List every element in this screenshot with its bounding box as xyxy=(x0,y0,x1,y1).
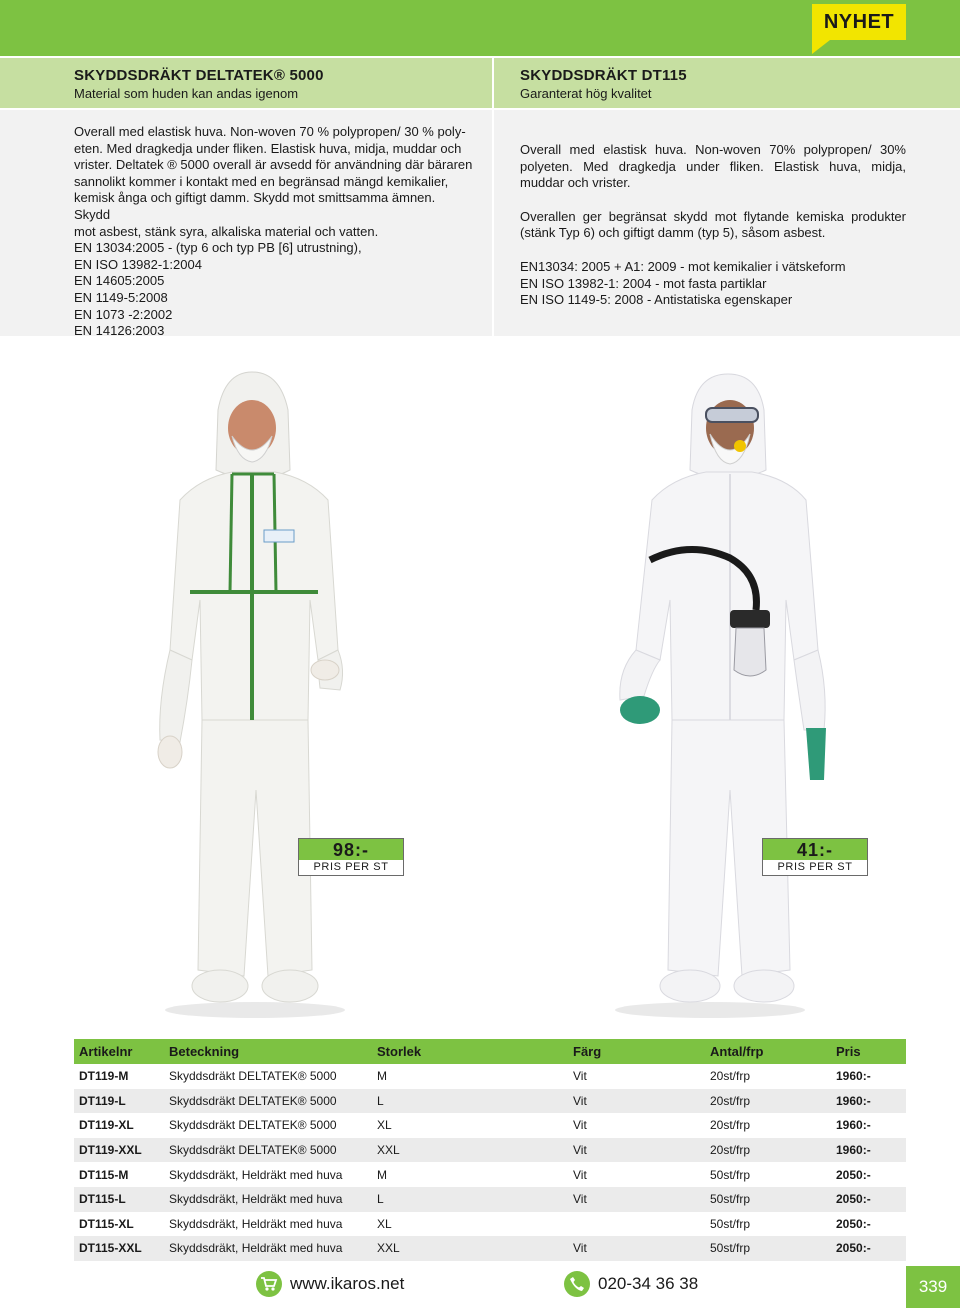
cell-pris: 1960:- xyxy=(836,1069,871,1084)
cell-storlek: XL xyxy=(377,1118,392,1133)
cell-beteckning: Skyddsdräkt, Heldräkt med huva xyxy=(164,1236,372,1261)
footer xyxy=(0,1266,960,1308)
desc-line: EN 1149-5:2008 xyxy=(74,289,168,305)
desc-line: EN 14126:2003 xyxy=(74,323,165,339)
cell-farg: Vit xyxy=(568,1089,705,1114)
cell-artikelnr: DT119-M xyxy=(79,1069,129,1084)
product-right-title: SKYDDSDRÄKT DT115 xyxy=(520,67,687,84)
desc-line: vrister. Deltatek ® 5000 overall är avsedd för användning där bäraren xyxy=(74,157,473,173)
desc-line: EN 1073 -2:2002 xyxy=(74,306,173,322)
cell-farg: Vit xyxy=(573,1118,587,1133)
desc-paragraph: Overallen ger begränsat skydd mot flytande kemiska produkter (stänk Typ 6) och giftigt damm (typ 5), såsom asbest. xyxy=(520,208,906,241)
desc-line: eten. Med dragkedja under fliken. Elastisk huva, midja, muddar och xyxy=(74,140,462,156)
shopping-cart-icon xyxy=(256,1271,282,1297)
product-right-photo xyxy=(580,370,850,1020)
cell-storlek: L xyxy=(372,1187,568,1212)
col-header-farg: Färg xyxy=(568,1039,705,1064)
cell-antal: 20st/frp xyxy=(705,1089,831,1114)
cell-antal: 50st/frp xyxy=(710,1167,751,1182)
price-value-right: 41:- xyxy=(796,840,833,860)
price-unit-left: PRIS PER ST xyxy=(299,860,403,875)
cell-artikelnr: DT115-XL xyxy=(79,1216,134,1231)
desc-line: Overall med elastisk huva. Non-woven 70 % polypropen/ 30 % poly- xyxy=(74,124,466,139)
cell-artikelnr: DT115-L xyxy=(74,1187,164,1212)
table-row xyxy=(74,1064,906,1089)
col-header-pris: Pris xyxy=(831,1039,906,1064)
standard-line: EN ISO 1149-5: 2008 - Antistatiska egenskaper xyxy=(520,292,793,308)
cell-antal: 50st/frp xyxy=(705,1187,831,1212)
cell-beteckning: Skyddsdräkt DELTATEK® 5000 xyxy=(164,1089,372,1114)
cell-antal: 50st/frp xyxy=(705,1236,831,1261)
col-header-storlek: Storlek xyxy=(372,1039,568,1064)
website-link[interactable]: www.ikaros.net xyxy=(290,1274,405,1293)
cell-pris: 1960:- xyxy=(831,1138,906,1163)
cell-storlek: M xyxy=(377,1069,387,1084)
phone-icon xyxy=(564,1271,590,1297)
price-unit-right: PRIS PER ST xyxy=(763,860,867,875)
cell-storlek: M xyxy=(377,1167,387,1182)
col-header-artikelnr: Artikelnr xyxy=(74,1039,164,1064)
product-left-header xyxy=(0,58,492,108)
table-row xyxy=(74,1113,906,1138)
footer-phone[interactable] xyxy=(564,1271,698,1297)
cell-pris: 2050:- xyxy=(836,1167,871,1182)
footer-website[interactable] xyxy=(256,1271,404,1297)
cell-artikelnr: DT115-M xyxy=(79,1167,129,1182)
cell-beteckning: Skyddsdräkt DELTATEK® 5000 xyxy=(169,1069,337,1084)
new-badge: NYHET xyxy=(812,4,906,40)
col-header-antal: Antal/frp xyxy=(705,1039,831,1064)
cell-pris: 1960:- xyxy=(836,1118,871,1133)
cell-beteckning: Skyddsdräkt DELTATEK® 5000 xyxy=(164,1138,372,1163)
cell-antal: 50st/frp xyxy=(710,1216,751,1231)
standard-line: EN ISO 13982-1: 2004 - mot fasta partiklar xyxy=(520,275,767,291)
price-box-left xyxy=(298,838,404,876)
table-row xyxy=(74,1236,906,1261)
cell-beteckning: Skyddsdräkt, Heldräkt med huva xyxy=(169,1167,343,1182)
cell-beteckning: Skyddsdräkt DELTATEK® 5000 xyxy=(169,1118,337,1133)
cell-artikelnr: DT119-XXL xyxy=(74,1138,164,1163)
cell-artikelnr: DT119-L xyxy=(74,1089,164,1114)
table-row xyxy=(74,1162,906,1187)
new-badge-tail xyxy=(812,40,830,54)
cell-farg xyxy=(568,1212,705,1237)
cell-pris: 2050:- xyxy=(831,1187,906,1212)
cell-beteckning: Skyddsdräkt, Heldräkt med huva xyxy=(169,1216,343,1231)
table-row xyxy=(74,1138,906,1163)
product-left-subtitle: Material som huden kan andas igenom xyxy=(74,86,299,101)
page-number: 339 xyxy=(906,1266,960,1308)
desc-line: EN 14605:2005 xyxy=(74,273,165,289)
cell-antal: 20st/frp xyxy=(710,1118,751,1133)
table-row xyxy=(74,1187,906,1212)
product-right-subtitle: Garanterat hög kvalitet xyxy=(520,86,652,101)
product-left-description xyxy=(0,110,492,339)
desc-line: kemisk ånga och giftigt damm. Skydd mot smittsamma ämnen. Skydd xyxy=(74,190,436,222)
product-left-title: SKYDDSDRÄKT DELTATEK® 5000 xyxy=(74,67,324,84)
phone-number[interactable]: 020-34 36 38 xyxy=(598,1274,699,1293)
standard-line: EN13034: 2005 + A1: 2009 - mot kemikalier i vätskeform xyxy=(520,258,846,274)
table-row xyxy=(74,1089,906,1114)
table-header-row xyxy=(74,1039,906,1064)
cell-storlek: XXL xyxy=(372,1138,568,1163)
desc-line: EN ISO 13982-1:2004 xyxy=(74,256,202,272)
cell-farg: Vit xyxy=(573,1069,587,1084)
price-value-left: 98:- xyxy=(332,840,369,860)
cell-farg: Vit xyxy=(568,1187,705,1212)
table-row xyxy=(74,1212,906,1237)
cell-storlek: L xyxy=(372,1089,568,1114)
cell-pris: 2050:- xyxy=(831,1236,906,1261)
product-right-header xyxy=(494,58,960,108)
cell-storlek: XXL xyxy=(372,1236,568,1261)
cell-storlek: XL xyxy=(377,1216,392,1231)
desc-line: sannolikt kommer i kontakt med en begränsad mängd kemikalier, xyxy=(74,173,449,189)
col-header-beteckning: Beteckning xyxy=(164,1039,372,1064)
cell-farg: Vit xyxy=(568,1236,705,1261)
desc-paragraph: Overall med elastisk huva. Non-woven 70% polypropen/ 30% polyeten. Med dragkedja under fliken. Elastisk huva, midja, muddar och vrister. xyxy=(520,142,906,191)
cell-pris: 2050:- xyxy=(836,1216,871,1231)
product-left-photo xyxy=(140,370,370,1020)
desc-line: mot asbest, stänk syra, alkaliska material och vatten. xyxy=(74,223,379,239)
cell-artikelnr: DT115-XXL xyxy=(74,1236,164,1261)
product-right-description xyxy=(494,110,960,336)
cell-antal: 20st/frp xyxy=(705,1138,831,1163)
article-table xyxy=(74,1039,906,1261)
desc-line: EN 13034:2005 - (typ 6 och typ PB [6] utrustning), xyxy=(74,240,362,256)
cell-antal: 20st/frp xyxy=(710,1069,751,1084)
price-box-right xyxy=(762,838,868,876)
cell-pris: 1960:- xyxy=(831,1089,906,1114)
cell-artikelnr: DT119-XL xyxy=(79,1118,134,1133)
cell-beteckning: Skyddsdräkt, Heldräkt med huva xyxy=(164,1187,372,1212)
cell-farg: Vit xyxy=(573,1167,587,1182)
cell-farg: Vit xyxy=(568,1138,705,1163)
